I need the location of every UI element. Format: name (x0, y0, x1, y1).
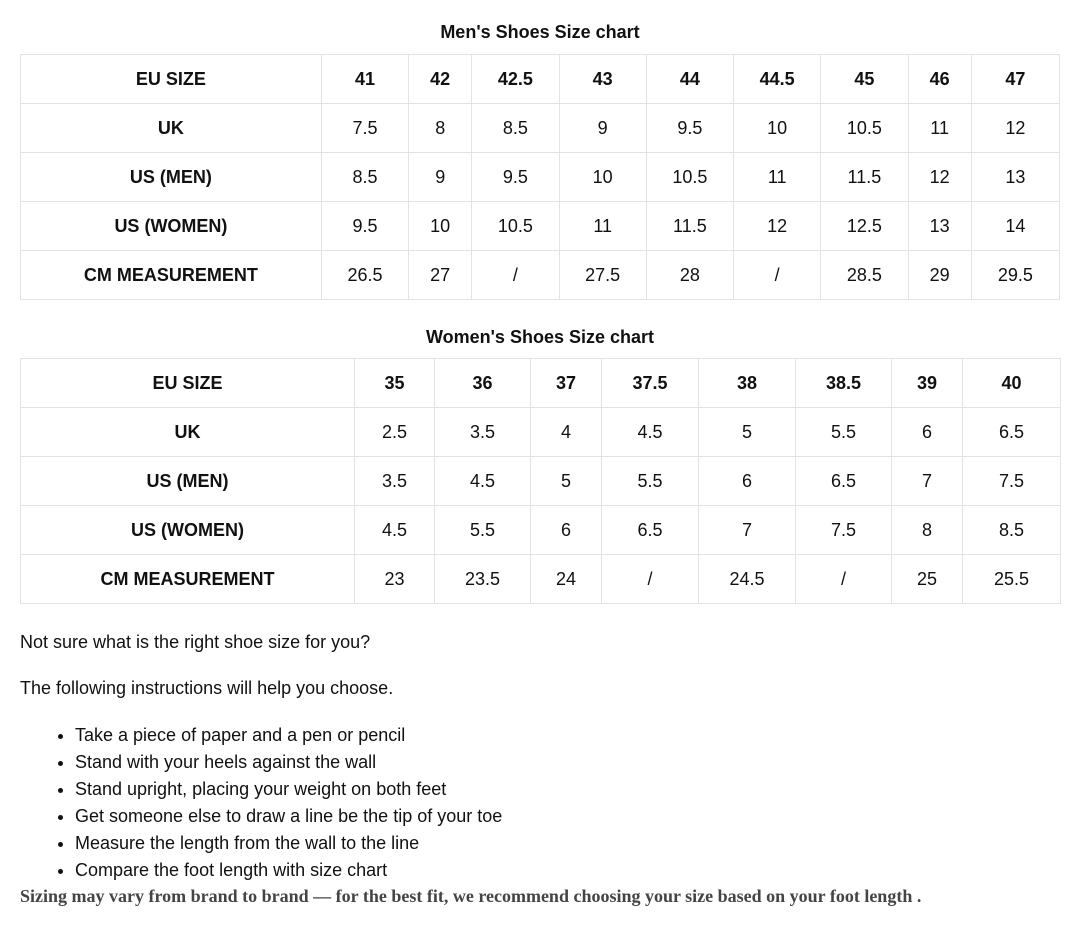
table-cell: 28 (646, 251, 733, 300)
row-label: UK (21, 408, 355, 457)
table-cell: 10.5 (821, 104, 908, 153)
instructions-list (20, 722, 502, 884)
table-cell: 5 (699, 408, 796, 457)
row-label: EU SIZE (21, 55, 322, 104)
row-label: EU SIZE (21, 359, 355, 408)
table-cell: 44.5 (734, 55, 821, 104)
table-row (21, 202, 1060, 251)
table-cell: 5.5 (796, 408, 892, 457)
table-cell: 3.5 (435, 408, 531, 457)
row-label: US (WOMEN) (21, 506, 355, 555)
table-cell: 25 (892, 555, 963, 604)
table-row (21, 555, 1061, 604)
table-cell: 8.5 (963, 506, 1061, 555)
instruction-item: • Measure the length from the wall to the line (75, 830, 502, 857)
table-row (21, 408, 1061, 457)
table-cell: 11.5 (646, 202, 733, 251)
table-cell: 12 (908, 153, 971, 202)
table-row (21, 104, 1060, 153)
table-cell: 47 (971, 55, 1059, 104)
table-cell: 27 (409, 251, 472, 300)
table-cell: 8 (892, 506, 963, 555)
table-cell: 2.5 (355, 408, 435, 457)
table-cell: / (602, 555, 699, 604)
table-cell: 23.5 (435, 555, 531, 604)
table-cell: 12 (971, 104, 1059, 153)
table-cell: 40 (963, 359, 1061, 408)
table-cell: 7 (892, 457, 963, 506)
table-cell: 9.5 (321, 202, 408, 251)
table-row (21, 506, 1061, 555)
row-label: US (MEN) (21, 153, 322, 202)
table-cell: 10.5 (472, 202, 559, 251)
table-cell: 6.5 (602, 506, 699, 555)
table-cell: 44 (646, 55, 733, 104)
row-label: UK (21, 104, 322, 153)
sizing-note: Sizing may vary from brand to brand — for the best fit, we recommend choosing your size based on your foot length . (20, 886, 922, 906)
table-cell: 4.5 (355, 506, 435, 555)
table-cell: 8 (409, 104, 472, 153)
table-cell: / (796, 555, 892, 604)
men-size-table (20, 54, 1060, 300)
table-cell: 29.5 (971, 251, 1059, 300)
table-cell: 29 (908, 251, 971, 300)
table-cell: 12 (734, 202, 821, 251)
table-cell: 5 (531, 457, 602, 506)
size-question: Not sure what is the right shoe size for you? (20, 632, 371, 652)
table-cell: 41 (321, 55, 408, 104)
table-cell: 7.5 (796, 506, 892, 555)
table-cell: 46 (908, 55, 971, 104)
table-cell: 24.5 (699, 555, 796, 604)
table-cell: 9.5 (646, 104, 733, 153)
table-cell: 14 (971, 202, 1059, 251)
table-cell: 7.5 (321, 104, 408, 153)
table-cell: 28.5 (821, 251, 908, 300)
table-cell: 3.5 (355, 457, 435, 506)
table-cell: 23 (355, 555, 435, 604)
table-cell: 4.5 (602, 408, 699, 457)
instruction-item: • Get someone else to draw a line be the tip of your toe (75, 803, 502, 830)
table-cell: 7 (699, 506, 796, 555)
instruction-item: • Compare the foot length with size chart (75, 857, 502, 884)
table-cell: 4 (531, 408, 602, 457)
row-label: CM MEASUREMENT (21, 555, 355, 604)
table-cell: 7.5 (963, 457, 1061, 506)
table-cell: 13 (971, 153, 1059, 202)
table-cell: 6.5 (963, 408, 1061, 457)
table-cell: 11 (908, 104, 971, 153)
table-cell: 4.5 (435, 457, 531, 506)
table-cell: 36 (435, 359, 531, 408)
table-row (21, 251, 1060, 300)
table-cell: 9 (409, 153, 472, 202)
table-cell: 9 (559, 104, 646, 153)
women-chart-title: Women's Shoes Size chart (425, 327, 654, 347)
table-cell: 11 (559, 202, 646, 251)
table-header-row (21, 55, 1060, 104)
row-label: CM MEASUREMENT (21, 251, 322, 300)
table-cell: 43 (559, 55, 646, 104)
table-header-row (21, 359, 1061, 408)
instruction-item: • Stand with your heels against the wall (75, 749, 502, 776)
table-cell: 27.5 (559, 251, 646, 300)
table-cell: 12.5 (821, 202, 908, 251)
table-cell: 25.5 (963, 555, 1061, 604)
table-cell: 6 (699, 457, 796, 506)
table-cell: 5.5 (602, 457, 699, 506)
table-cell: 8.5 (321, 153, 408, 202)
table-cell: 38 (699, 359, 796, 408)
table-cell: 9.5 (472, 153, 559, 202)
instruction-item: • Take a piece of paper and a pen or pencil (75, 722, 502, 749)
men-chart-title: Men's Shoes Size chart (440, 22, 640, 42)
table-cell: 10 (559, 153, 646, 202)
table-cell: 5.5 (435, 506, 531, 555)
table-cell: 6.5 (796, 457, 892, 506)
women-size-table (20, 358, 1061, 604)
table-cell: 8.5 (472, 104, 559, 153)
row-label: US (WOMEN) (21, 202, 322, 251)
instruction-item: • Stand upright, placing your weight on both feet (75, 776, 502, 803)
table-row (21, 153, 1060, 202)
table-cell: 42.5 (472, 55, 559, 104)
table-cell: 11.5 (821, 153, 908, 202)
table-cell: 11 (734, 153, 821, 202)
table-cell: 13 (908, 202, 971, 251)
table-cell: 37.5 (602, 359, 699, 408)
table-cell: 10.5 (646, 153, 733, 202)
instructions-lead: The following instructions will help you choose. (20, 678, 394, 698)
table-cell: 6 (892, 408, 963, 457)
table-cell: 35 (355, 359, 435, 408)
table-cell: 42 (409, 55, 472, 104)
table-cell: / (734, 251, 821, 300)
table-cell: 26.5 (321, 251, 408, 300)
table-cell: 10 (409, 202, 472, 251)
row-label: US (MEN) (21, 457, 355, 506)
table-cell: 6 (531, 506, 602, 555)
table-cell: 38.5 (796, 359, 892, 408)
table-cell: 24 (531, 555, 602, 604)
table-cell: / (472, 251, 559, 300)
table-cell: 37 (531, 359, 602, 408)
table-cell: 10 (734, 104, 821, 153)
table-cell: 45 (821, 55, 908, 104)
table-cell: 39 (892, 359, 963, 408)
table-row (21, 457, 1061, 506)
